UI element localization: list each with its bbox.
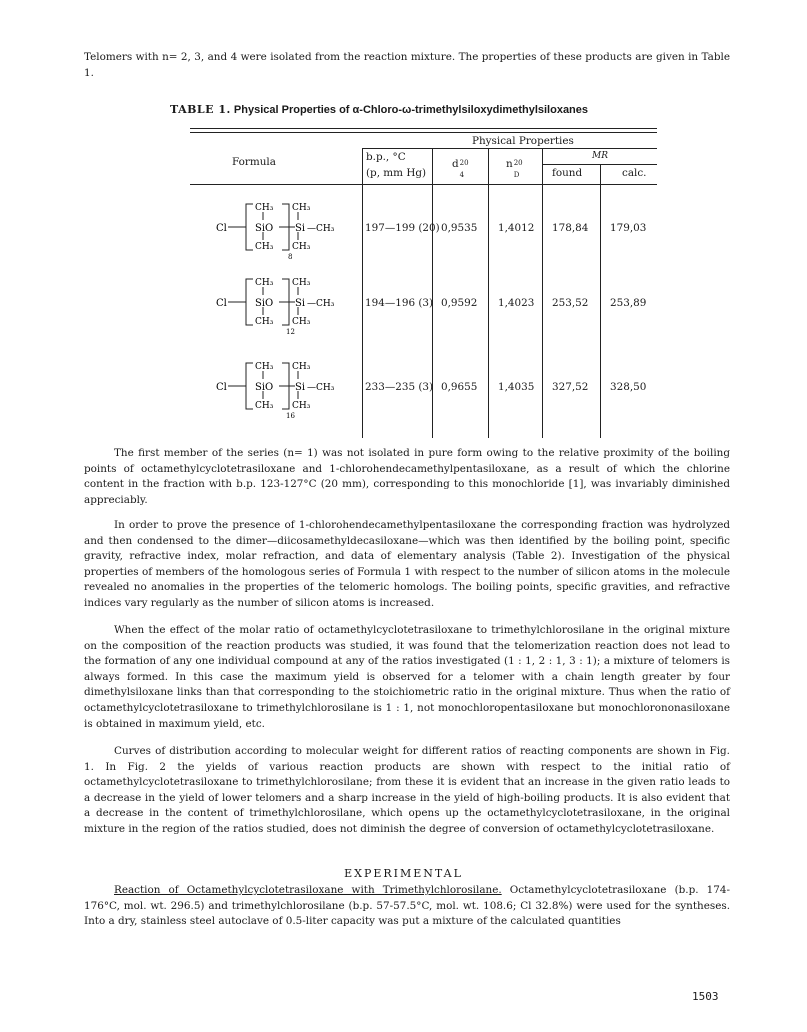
structural-formula-row-2 [216, 273, 357, 337]
table-top-rule [190, 128, 657, 129]
header-refractive-index [506, 158, 523, 179]
header-density [452, 158, 469, 179]
formula-ch3-top: CH₃ [255, 203, 274, 213]
page-number: 1503 [692, 990, 719, 1003]
experimental-body: Octamethylcyclotetrasiloxane (b.p. 174-176°C, mol. wt. 296.5) and trimethylchlorosilane (b.p. 57-57.5°C, mol. wt. 108.6; Cl 32.8%) were used for the syntheses. Into a dry, stainless steel autoclave of 0.5-liter capacity was put a mixture of the calculated quantities [84, 884, 730, 928]
formula-ch3-si-top: CH₃ [292, 278, 311, 288]
formula-ch3-si-bottom: CH₃ [292, 401, 311, 411]
formula-ch3-si-bottom: CH₃ [292, 317, 311, 327]
formula-subscript-n: 8 [288, 253, 293, 261]
formula-si: Si [295, 223, 306, 234]
header-mr: MR [592, 151, 608, 161]
intro-paragraph: Telomers with n= 2, 3, and 4 were isolated from the reaction mixture. The properties of these products are given in Table 1. [84, 51, 730, 79]
group-header-rule [362, 148, 657, 149]
formula-cl: Cl [216, 223, 227, 234]
formula-subscript-n: 16 [286, 412, 295, 420]
structural-formula-row-1 [216, 198, 357, 262]
experimental-paragraph [84, 883, 730, 930]
formula-ch3-bottom: CH₃ [255, 317, 274, 327]
formula-ch3-top: CH₃ [255, 362, 274, 372]
col-rule-4 [542, 148, 543, 438]
row-2-mr-calc: 253,89 [610, 297, 647, 309]
row-1-mr-found: 178,84 [552, 222, 589, 234]
col-rule-3 [488, 148, 489, 438]
structural-formula-row-3 [216, 357, 357, 423]
header-physical-properties: Physical Properties [472, 135, 574, 147]
row-3-density: 0,9655 [441, 381, 478, 393]
body-paragraph-4: Curves of distribution according to molecular weight for different ratios of reacting components are shown in Fig. 1. In Fig. 2 the yields of various reaction products are shown with respect to the initial ratio of octamethylcyclotetrasiloxane to trimethylchlorosilane; from these it is evident that an increase in the given ratio leads to a decrease in the yield of lower telomers and a sharp increase in the yield of high-boiling products. It is also evident that a decrease in the content of trimethylchlorosilane, which opens up the octamethylcyclotetrasiloxane, in the original mixture in the region of the ratios studied, does not diminish the degree of conversion of octamethylcyclotetrasiloxane. [84, 745, 730, 835]
header-bottom-rule [190, 184, 657, 185]
row-2-bp: 194—196 (3) [365, 297, 434, 309]
formula-cl: Cl [216, 298, 227, 309]
formula-ch3-bottom: CH₃ [255, 242, 274, 252]
formula-ch3-si-top: CH₃ [292, 362, 311, 372]
formula-si: Si [295, 298, 306, 309]
formula-ch3-right: —CH₃ [307, 383, 335, 393]
col-rule-2 [432, 148, 433, 438]
formula-sio: SiO [255, 298, 274, 309]
header-found: found [552, 167, 583, 179]
col-rule-5 [600, 164, 601, 438]
body-paragraph-1: The first member of the series (n= 1) was not isolated in pure form owing to the relative proximity of the boiling points of octamethylcyclotetrasiloxane and 1-chlorohendecamethylpentasiloxane, as a result of which the chlorine content in the fraction with b.p. 123-127°C (20 mm), corresponding to this monochloride [1], was invariably diminished appreciably. [84, 447, 730, 506]
header-refractive-symbol: n [506, 158, 513, 170]
body-paragraph-2: In order to prove the presence of 1-chlorohendecamethylpentasiloxane the corresponding fraction was hydrolyzed and then condensed to the dimer—diicosamethyldecasiloxane—which was then identified by the boiling point, specific gravity, refractive index, molar refraction, and data of elementary analysis (Table 2). Investigation of the physical properties of members of the homologous series of Formula 1 with respect to the number of silicon atoms in the molecule revealed no anomalies in the properties of the telomeric homologs. The boiling points, specific gravities, and refractive indices vary regularly as the number of silicon atoms is increased. [84, 519, 730, 609]
header-density-sup: 20 [459, 159, 469, 167]
table-caption-lead: TABLE 1. [170, 103, 231, 116]
formula-sio: SiO [255, 382, 274, 393]
formula-sio: SiO [255, 223, 274, 234]
formula-ch3-si-bottom: CH₃ [292, 242, 311, 252]
header-formula: Formula [232, 156, 276, 168]
formula-si: Si [295, 382, 306, 393]
row-2-refractive-index: 1,4023 [498, 297, 535, 309]
row-1-density: 0,9535 [441, 222, 478, 234]
header-refractive-sub: D [513, 171, 520, 179]
row-1-refractive-index: 1,4012 [498, 222, 535, 234]
formula-ch3-right: —CH₃ [307, 224, 335, 234]
header-density-sub: 4 [459, 171, 465, 179]
formula-ch3-top: CH₃ [255, 278, 274, 288]
formula-subscript-n: 12 [286, 328, 295, 336]
row-2-density: 0,9592 [441, 297, 478, 309]
experimental-title: Reaction of Octamethylcyclotetrasiloxane with Trimethylchlorosilane. [114, 884, 502, 896]
col-rule-1 [362, 148, 363, 438]
section-heading-experimental: EXPERIMENTAL [344, 867, 463, 880]
body-paragraph-3: When the effect of the molar ratio of octamethylcyclotetrasiloxane to trimethylchlorosilane in the original mixture on the composition of the reaction products was studied, it was found that the telomerization reaction does not lead to the formation of any one individual compound at any of the ratios investigated (1 : 1, 2 : 1, 3 : 1); a mixture of telomers is always formed. In this case the maximum yield is observed for a telomer with a chain length greater by four dimethylsiloxane links than that corresponding to the stoichiometric ratio in the original mixture. Thus when the ratio of octamethylcyclotetrasiloxane to trimethylchlorosilane is 1 : 1, not monochloropentasiloxane but monochlorononasiloxane is obtained in maximum yield, etc. [84, 624, 730, 730]
header-refractive-sup: 20 [513, 159, 523, 167]
header-calc: calc. [622, 167, 647, 179]
formula-ch3-bottom: CH₃ [255, 401, 274, 411]
header-bp-line2: (p, mm Hg) [366, 167, 427, 179]
row-1-mr-calc: 179,03 [610, 222, 647, 234]
formula-ch3-si-top: CH₃ [292, 203, 311, 213]
header-bp-line1: b.p., °C [366, 151, 406, 163]
formula-ch3-right: —CH₃ [307, 299, 335, 309]
row-3-bp: 233—235 (3) [365, 381, 434, 393]
formula-cl: Cl [216, 382, 227, 393]
header-density-symbol: d [452, 158, 459, 170]
row-3-refractive-index: 1,4035 [498, 381, 535, 393]
row-3-mr-found: 327,52 [552, 381, 589, 393]
row-3-mr-calc: 328,50 [610, 381, 647, 393]
table-top-rule-2 [190, 132, 657, 133]
row-2-mr-found: 253,52 [552, 297, 589, 309]
table-caption-text: Physical Properties of α-Chloro-ω-trimethylsiloxydimethylsiloxanes [233, 104, 589, 116]
row-1-bp: 197—199 (20) [365, 222, 440, 234]
